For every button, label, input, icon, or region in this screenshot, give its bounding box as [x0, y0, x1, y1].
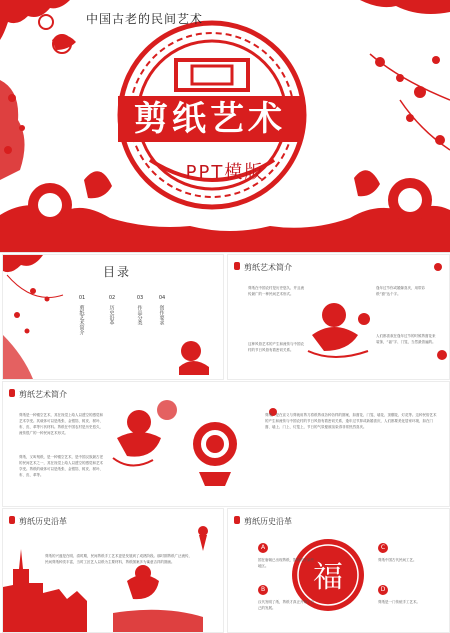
toc-number: 04: [158, 295, 166, 301]
toc-label: 作品分类: [136, 305, 143, 325]
intro-text: 人们都喜欢在逢年过节的时候剪窗花来装饰，“福”字、门笺，当然最普遍的。: [376, 334, 436, 344]
slide-title: 剪纸艺术简介: [244, 263, 292, 272]
slide-title: 剪纸历史沿革: [19, 517, 67, 526]
slide-title: 剪纸历史沿革: [244, 517, 292, 526]
svg-text:福: 福: [313, 560, 343, 595]
title-slide[interactable]: [0, 0, 450, 253]
point-text: 剪纸是一门传统手工艺术。: [378, 600, 420, 604]
hero-title: 剪纸艺术: [118, 96, 302, 142]
intro-slide-2[interactable]: [2, 381, 450, 507]
history-slide-1[interactable]: [2, 508, 224, 633]
point-text: 剪纸中国古代民间工艺。: [378, 558, 417, 562]
toc-number: 01: [78, 295, 86, 301]
papercut-figure: [3, 382, 449, 506]
point-letter: A: [258, 543, 268, 553]
hero-subtitle: 中国古老的民间艺术: [86, 12, 204, 26]
point-letter: C: [378, 543, 388, 553]
toc-item[interactable]: [105, 295, 119, 325]
intro-text: 这种风俗艺术的产生和流传与中国农村的节日风俗有着密切关系。: [248, 342, 304, 352]
toc-number: 03: [136, 295, 144, 301]
toc-number: 02: [108, 295, 116, 301]
point-text: 国在唐朝已出现剪纸，影响国外某些地区。: [258, 558, 314, 568]
point-text: 汉代发明了纸，剪纸才真正开始了自己的发展。: [258, 600, 314, 610]
papercut-scene: [3, 509, 223, 632]
toc-item[interactable]: [155, 295, 169, 325]
slide-title: 剪纸艺术简介: [19, 390, 67, 399]
toc-label: 剪纸艺术简介: [78, 305, 85, 335]
template-label: PPT模版: [185, 162, 265, 183]
toc-label: 历史沿革: [108, 305, 115, 325]
toc-item[interactable]: [75, 295, 89, 335]
point-letter: B: [258, 585, 268, 595]
history-slide-2[interactable]: [227, 508, 450, 633]
intro-text: 剪纸是一种镂空艺术，其在视觉上给人以透空的感觉和艺术享受。其载体可以是纸张、金银箔、树皮、树叶、布、皮、革等片状材料。剪纸在中国农村是历史悠久，流传很广的一种民间艺术形式。: [19, 413, 103, 435]
intro-text: 剪纸，又叫刻纸，是一种镂空艺术，是中国汉族最古老的民间艺术之一，其在视觉上给人以透空的感觉和艺术享受。剪纸的载体可以是纸张、金银箔、树皮、树叶、布、皮、革等。: [19, 455, 103, 477]
toc-item[interactable]: [133, 295, 147, 325]
papercut-figure: [228, 255, 449, 379]
intro-text: 剪纸，是在宣义与剪就用剪刀将纸剪成各种各样的图案，如窗花、门笺、墙花、顶棚花、灯花等。这种民俗艺术的产生和流传与中国农村的节日风俗有着密切关系，逢年过节抑或新婚喜庆，人们都要美化居家环境，如在门窗、墙上、门上、灯笼上，节日的气氛便被渲染得非常热烈喜庆。: [265, 413, 437, 429]
intro-slide-1[interactable]: [227, 254, 450, 380]
intro-text: 逢年过节你或婚嫁喜庆，用带彩纸“窗”达个字。: [376, 286, 425, 296]
toc-label: 创作要求: [158, 305, 165, 325]
intro-text: 剪纸在中国农村是历史悠久、并且流传最广的一种民间艺术形式。: [248, 286, 304, 296]
fu-medallion: [228, 509, 449, 632]
history-text: 剪纸的兴盛是在明、清时期，民间剪纸手工艺术更是发展到了成熟阶段。那时期剪纸广泛流传，民间剪纸种类丰富，当时工匠艺人以纸为主要材料，剪纸图案多为寓意吉祥的图画。: [45, 554, 192, 564]
toc-slide[interactable]: [2, 254, 224, 380]
toc-title: 目录: [103, 265, 132, 279]
point-letter: D: [378, 585, 388, 595]
